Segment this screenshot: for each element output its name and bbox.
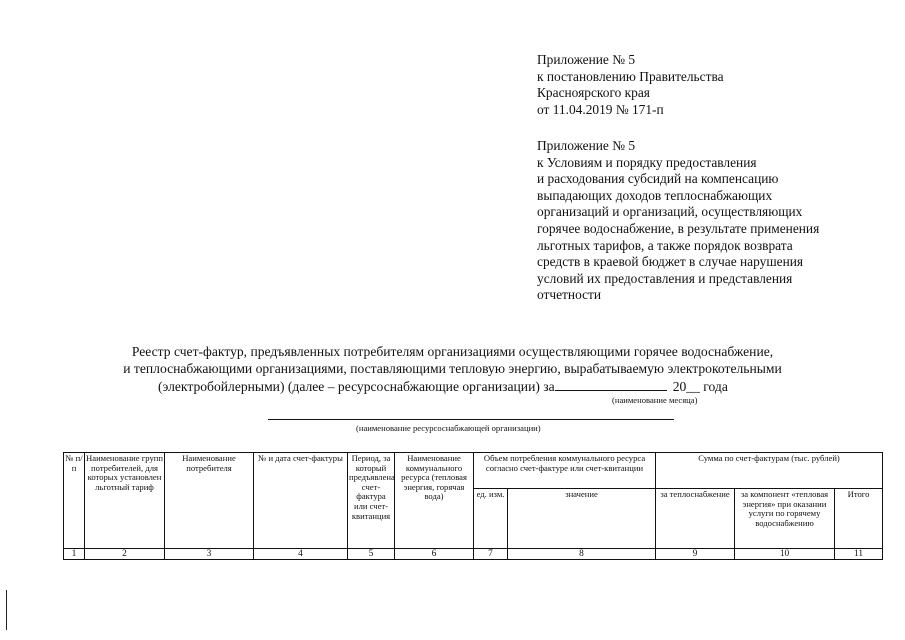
column-number: 2 <box>85 549 165 560</box>
header-col-6: Наименование коммунального ресурса (тепловая энергия, горячая вода) <box>395 453 474 549</box>
column-number: 10 <box>735 549 835 560</box>
column-number: 4 <box>254 549 348 560</box>
registry-table <box>63 452 883 560</box>
header-line: к Условиям и порядку предоставления <box>537 154 757 170</box>
appendix-header-conditions <box>537 138 819 304</box>
header-col-7: ед. изм. <box>474 489 508 549</box>
document-title-line-1: Реестр счет-фактур, предъявленных потребителям организациями осуществляющими горячее водоснабжение, <box>131 344 774 359</box>
header-col-9: за теплоснабжение <box>656 489 735 549</box>
header-line: организаций и организаций, осуществляющих <box>537 204 803 220</box>
header-col-11: Итого <box>835 489 883 549</box>
month-caption: (наименование месяца) <box>612 395 698 405</box>
column-number: 7 <box>474 549 508 560</box>
header-line: условий их предоставления и представления <box>537 270 793 286</box>
header-line: горячее водоснабжение, в результате применения <box>537 220 820 236</box>
column-number: 8 <box>508 549 656 560</box>
column-number: 6 <box>395 549 474 560</box>
document-title-line-2: и теплоснабжающими организациями, поставляющими тепловую энергию, вырабатываемую электрокотельными <box>123 361 782 376</box>
header-line: льготных тарифов, а также порядок возврата <box>537 237 793 253</box>
column-number: 11 <box>835 549 883 560</box>
header-line: средств в краевой бюджет в случае нарушения <box>537 254 804 270</box>
header-line: к постановлению Правительства <box>537 68 724 84</box>
column-number: 1 <box>64 549 85 560</box>
title-line-3-text: (электробойлерными) (далее – ресурсоснабжающие организации) за <box>158 379 555 394</box>
scan-edge-mark <box>6 590 7 630</box>
header-line: и расходования субсидий на компенсацию <box>537 171 779 187</box>
appendix-header-resolution <box>537 52 724 118</box>
header-col-2: Наименование групп потребителей, для которых установлен льготный тариф <box>85 453 165 549</box>
header-line: Приложение № 5 <box>537 138 636 153</box>
column-number: 9 <box>656 549 735 560</box>
header-group-sum: Сумма по счет-фактурам (тыс. рублей) <box>656 453 883 489</box>
header-line: от 11.04.2019 № 171-п <box>537 101 664 117</box>
header-col-8: значение <box>508 489 656 549</box>
header-group-volume: Объем потребления коммунального ресурса согласно счет-фактуре или счет-квитанции <box>474 453 656 489</box>
header-line: отчетности <box>537 287 602 303</box>
organization-caption: (наименование ресурсоснабжающей организации) <box>356 423 541 433</box>
header-col-4: № и дата счет-фактуры <box>254 453 348 549</box>
header-line: Приложение № 5 <box>537 52 636 67</box>
title-year: 20__ года <box>672 379 728 394</box>
header-col-5: Период, за который предъявлена счет-фактура или счет-квитанция <box>348 453 395 549</box>
month-blank <box>555 377 667 391</box>
header-line: Красноярского края <box>537 85 650 101</box>
column-number: 3 <box>165 549 254 560</box>
organization-blank-line <box>268 419 674 420</box>
header-col-3: Наименование потребителя <box>165 453 254 549</box>
document-title-line-3 <box>158 377 728 396</box>
column-number: 5 <box>348 549 395 560</box>
header-col-10: за компонент «тепловая энергия» при оказании услуги по горячему водоснабжению <box>735 489 835 549</box>
header-line: выпадающих доходов теплоснабжающих <box>537 187 773 203</box>
header-col-1: № п/п <box>64 453 85 549</box>
